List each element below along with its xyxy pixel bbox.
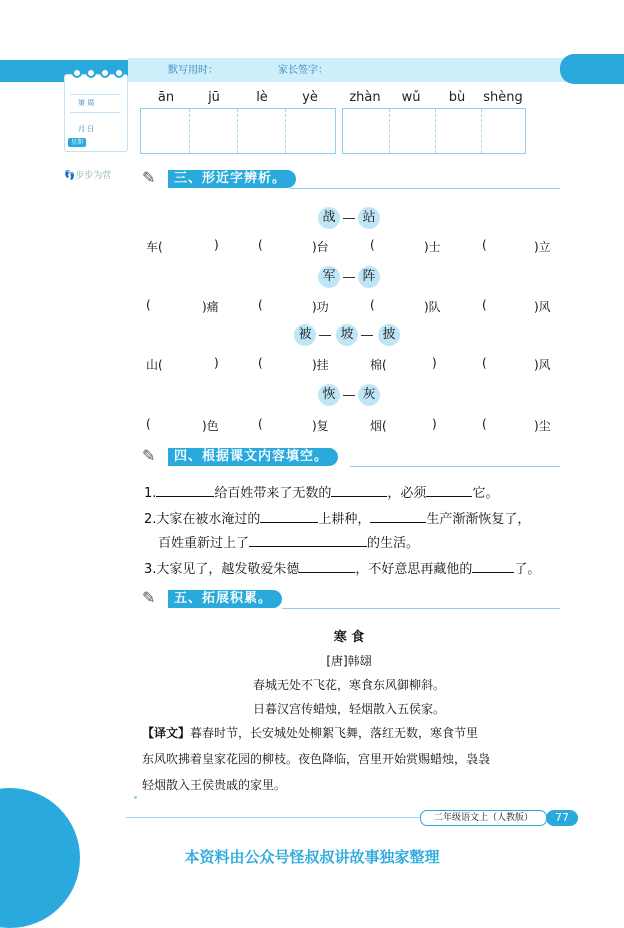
blank-row-text: 烟(: [370, 419, 387, 433]
footprint-icon: 👣: [64, 171, 76, 181]
ring-icon: [72, 68, 82, 78]
blank-row-text: ): [214, 238, 219, 252]
poem-line: 春城无处不飞花，寒食东风御柳斜。: [252, 678, 445, 692]
blank-row-text: (: [370, 238, 375, 252]
divider: [70, 94, 120, 95]
writing-grid[interactable]: [342, 108, 526, 154]
blank-row-text: ): [214, 356, 219, 370]
question-1: 1. 给百姓带来了无数的 ，必须 它。: [144, 486, 499, 501]
blank-row-text: )队: [424, 300, 441, 314]
ring-icon: [100, 68, 110, 78]
char-circle: 灰: [358, 384, 380, 406]
blank-row-text: (: [258, 298, 263, 312]
divider: [290, 188, 560, 189]
book-label: 二年级语文上（人教版）: [420, 810, 547, 826]
divider: [282, 608, 560, 609]
poem-line: 日暮汉宫传蜡烛，轻烟散入五侯家。: [252, 702, 445, 716]
pinyin: bù: [448, 90, 466, 105]
translation: 轻烟散入王侯贵戚的家里。: [142, 778, 287, 792]
translation: 【译文】暮春时节，长安城处处柳絮飞舞，落红无数，寒食节里: [142, 726, 479, 740]
char-circle: 军: [318, 266, 340, 288]
answer-blank[interactable]: [472, 572, 514, 573]
char-circle: 阵: [358, 266, 380, 288]
answer-blank[interactable]: [331, 496, 387, 497]
dot: [134, 796, 137, 799]
header-bar-right: [560, 54, 624, 84]
dash: [343, 395, 355, 396]
section-title: 三、形近字辨析。: [168, 170, 296, 188]
poem-title: 寒 食: [333, 630, 365, 645]
blank-row-text: (: [258, 238, 263, 252]
blank-row-text: (: [258, 356, 263, 370]
question-2: 2.大家在被水淹过的 上耕种， 生产渐渐恢复了，: [144, 512, 531, 527]
blank-row-text: )风: [534, 300, 551, 314]
answer-blank[interactable]: [299, 572, 355, 573]
week-label: 第 周: [78, 99, 95, 107]
question-2-cont: 百姓重新过上了 的生活。: [158, 536, 420, 551]
pinyin: yè: [302, 90, 318, 105]
blank-row-text: (: [482, 417, 487, 431]
dash: [343, 277, 355, 278]
blank-row-text: )复: [312, 419, 329, 433]
steps-label: 👣步步为营: [64, 171, 112, 181]
pinyin: jū: [208, 90, 220, 105]
pinyin: wǔ: [401, 90, 421, 105]
blank-row-text: (: [258, 417, 263, 431]
answer-blank[interactable]: [260, 522, 318, 523]
blank-row-text: 车(: [146, 240, 163, 254]
pencil-icon: ✎: [142, 168, 156, 187]
read-time-label: 默写用时：: [168, 65, 218, 76]
blank-row-text: ): [432, 417, 437, 431]
blank-row-text: 山(: [146, 358, 163, 372]
blank-row-text: )色: [202, 419, 219, 433]
month-day-label: 月 日: [78, 125, 95, 133]
answer-blank[interactable]: [370, 522, 426, 523]
blank-row-text: )功: [312, 300, 329, 314]
dash: [319, 335, 331, 336]
blank-row-text: )台: [312, 240, 329, 254]
writing-grid[interactable]: [140, 108, 336, 154]
divider: [126, 817, 420, 818]
divider: [350, 466, 560, 467]
blank-row-text: (: [146, 298, 151, 312]
blank-row-text: )尘: [534, 419, 551, 433]
blank-row-text: (: [482, 298, 487, 312]
blank-row-text: ): [432, 356, 437, 370]
pinyin: lè: [256, 90, 268, 105]
parent-sign-label: 家长签字：: [278, 65, 328, 76]
pinyin: ān: [157, 90, 175, 105]
blank-row-text: )痛: [202, 300, 219, 314]
answer-blank[interactable]: [426, 496, 472, 497]
blank-row-text: (: [370, 298, 375, 312]
answer-blank[interactable]: [249, 546, 367, 547]
pinyin: zhàn: [349, 90, 381, 105]
blank-row-text: )风: [534, 358, 551, 372]
blank-row-text: (: [482, 356, 487, 370]
pencil-icon: ✎: [142, 588, 156, 607]
section-title: 五、拓展积累。: [168, 590, 282, 608]
pencil-icon: ✎: [142, 446, 156, 465]
answer-blank[interactable]: [156, 496, 214, 497]
section-title: 四、根据课文内容填空。: [168, 448, 338, 466]
page-number: 77: [546, 810, 578, 826]
blank-row-text: (: [482, 238, 487, 252]
char-circle: 恢: [318, 384, 340, 406]
poem-author: [唐]韩翃: [326, 654, 372, 668]
ring-icon: [114, 68, 124, 78]
watermark: 本资料由公众号怪叔叔讲故事独家整理: [184, 848, 440, 866]
blank-row-text: 棉(: [370, 358, 387, 372]
weekday-tag: 星期: [68, 138, 86, 147]
divider: [70, 112, 120, 113]
char-circle: 站: [358, 207, 380, 229]
blank-row-text: )士: [424, 240, 441, 254]
pinyin: shèng: [483, 90, 523, 105]
dash: [343, 218, 355, 219]
char-circle: 坡: [336, 324, 358, 346]
char-circle: 披: [378, 324, 400, 346]
blank-row-text: )挂: [312, 358, 329, 372]
question-3: 3.大家见了，越发敬爱朱德 ，不好意思再藏他的 了。: [144, 562, 541, 577]
char-circle: 被: [294, 324, 316, 346]
ring-icon: [86, 68, 96, 78]
blank-row-text: (: [146, 417, 151, 431]
translation: 东风吹拂着皇家花园的柳枝。夜色降临，宫里开始赏赐蜡烛，袅袅: [142, 752, 491, 766]
blank-row-text: )立: [534, 240, 551, 254]
char-circle: 战: [318, 207, 340, 229]
dash: [361, 335, 373, 336]
